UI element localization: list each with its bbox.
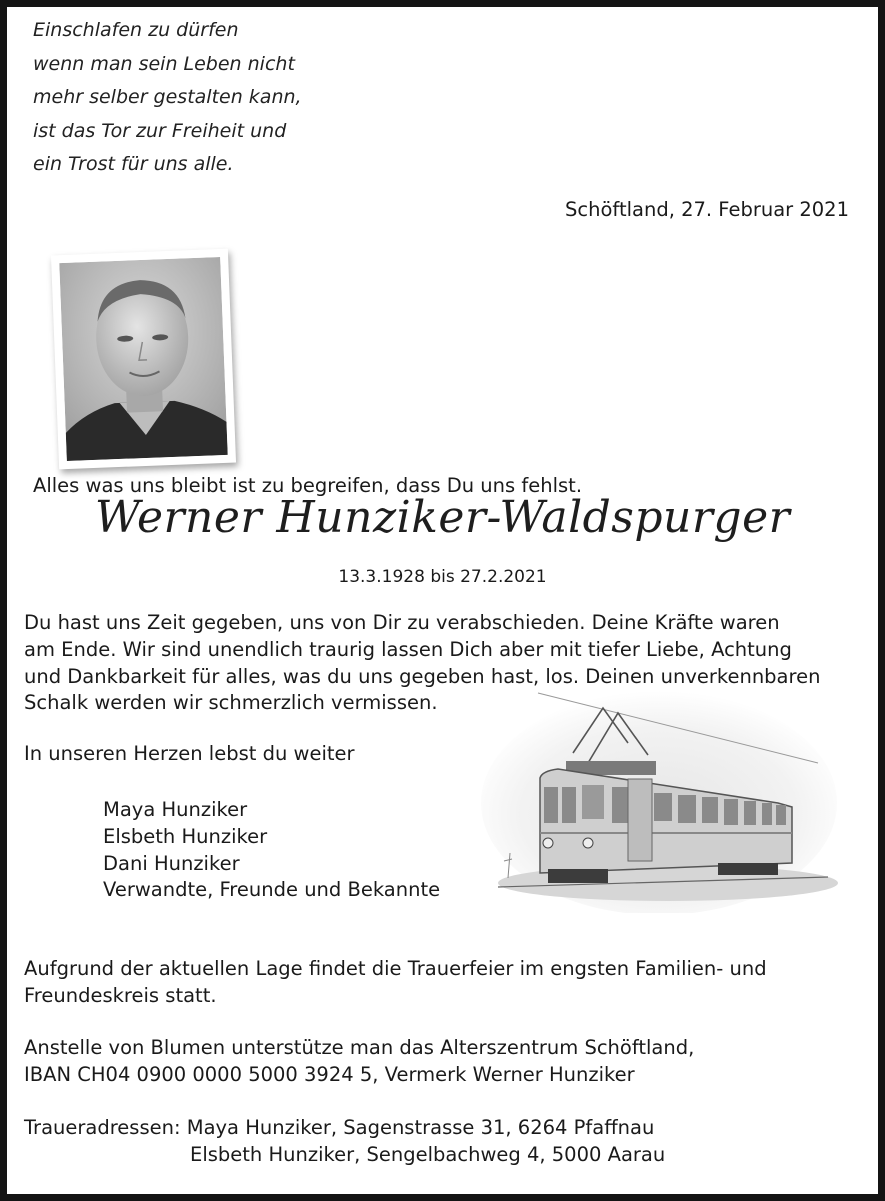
message-line: am Ende. Wir sind unendlich traurig lassen Dich aber mit tiefer Liebe, Achtung <box>24 637 792 661</box>
tram-illustration <box>478 683 840 913</box>
portrait-photo <box>51 249 236 470</box>
ceremony-notice <box>24 956 767 1010</box>
poem-line: mehr selber gestalten kann, <box>33 86 302 109</box>
message-line: Schalk werden wir schmerzlich vermissen. <box>24 691 438 715</box>
farewell-line: In unseren Herzen lebst du weiter <box>24 742 355 765</box>
donation-notice <box>24 1035 694 1089</box>
message-line: Du hast uns Zeit gegeben, uns von Dir zu verabschieden. Deine Kräfte waren <box>24 611 780 634</box>
mourners-list <box>103 797 440 904</box>
mourner: Elsbeth Hunziker <box>103 824 268 848</box>
poem-line: wenn man sein Leben nicht <box>33 52 295 75</box>
address-line: Traueradressen: Maya Hunziker, Sagenstrasse 31, 6264 Pfaffnau <box>24 1116 655 1139</box>
donation-line: IBAN CH04 0900 0000 5000 3924 5, Vermerk Werner Hunziker <box>24 1062 635 1086</box>
mourner: Dani Hunziker <box>103 851 240 875</box>
quote: Alles was uns bleibt ist zu begreifen, dass Du uns fehlst. <box>33 474 583 497</box>
life-dates: 13.3.1928 bis 27.2.2021 <box>338 567 547 587</box>
portrait-image <box>59 257 227 461</box>
poem <box>33 14 302 182</box>
mourner: Maya Hunziker <box>103 798 248 821</box>
address-line: Elsbeth Hunziker, Sengelbachweg 4, 5000 Aarau <box>190 1142 666 1166</box>
deceased-name: Werner Hunziker-Waldspurger <box>94 492 791 543</box>
donation-line: Anstelle von Blumen unterstütze man das Alterszentrum Schöftland, <box>24 1036 695 1059</box>
poem-line: ist das Tor zur Freiheit und <box>33 119 287 142</box>
tram-image <box>478 683 840 917</box>
poem-line: ein Trost für uns alle. <box>33 153 234 176</box>
place-date: Schöftland, 27. Februar 2021 <box>565 198 849 221</box>
mourner: Verwandte, Freunde und Bekannte <box>103 878 441 902</box>
notice-line: Aufgrund der aktuellen Lage findet die Trauerfeier im engsten Familien- und <box>24 957 767 980</box>
message-line: und Dankbarkeit für alles, was du uns gegeben hast, los. Deinen unverkennbaren <box>24 664 821 688</box>
poem-line: Einschlafen zu dürfen <box>33 19 239 41</box>
mourning-addresses <box>24 1115 665 1169</box>
notice-line: Freundeskreis statt. <box>24 983 217 1007</box>
